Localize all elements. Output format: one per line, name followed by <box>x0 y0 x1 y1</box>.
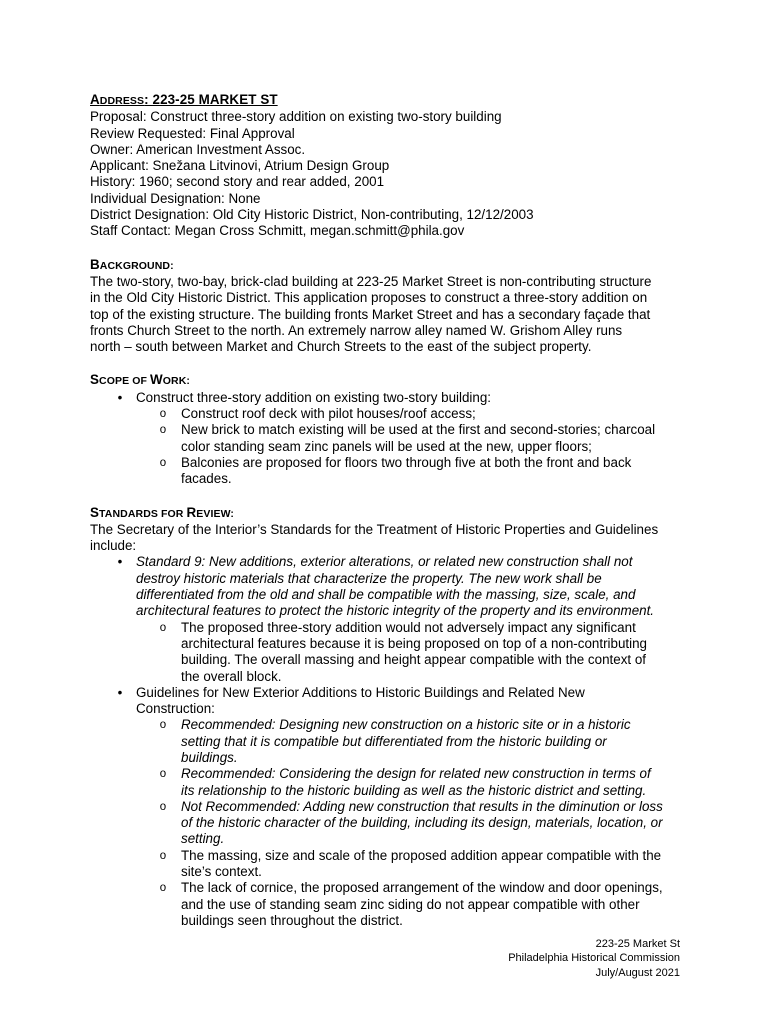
standards-heading: STANDARDS FOR REVIEW: <box>90 504 235 520</box>
proposal-line: Proposal: Construct three-story addition on existing two-story building <box>90 109 502 125</box>
sub-bullet-marker: o <box>159 849 167 862</box>
scope-heading: SCOPE OF WORK: <box>90 372 191 388</box>
sub-bullet-marker: o <box>159 621 167 634</box>
guideline-sub-item: o Not Recommended: Adding new construction that results in the diminution or loss of the historic character of the building, including its design, materials, location, or setting. <box>90 799 690 848</box>
guideline-sub-item: o The lack of cornice, the proposed arrangement of the window and door openings, and the use of standing seam zinc siding do not appear compatible with other buildings seen throughout the district. <box>90 880 690 929</box>
background-paragraph: The two-story, two-bay, brick-clad building at 223-25 Market Street is non-contributing structure in the Old City Historic District. This application proposes to construct a three-story addition on top of the existing structure. The building fronts Market Street and has a secondary façade that fronts Church Street to the north. An extremely narrow alley named W. Grishom Alley runs north – south between Market and Church Streets to the east of the subject property. <box>90 273 652 355</box>
document-body <box>90 92 690 929</box>
address-heading: ADDRESS: 223-25 MARKET ST <box>90 92 278 107</box>
guidelines-bullet: • Guidelines for New Exterior Additions to Historic Buildings and Related New Construction: <box>90 685 690 718</box>
bullet-marker: • <box>117 554 123 570</box>
footer-date: July/August 2021 <box>595 966 680 979</box>
sub-bullet-marker: o <box>159 719 167 732</box>
standards-intro: The Secretary of the Interior’s Standards for the Treatment of Historic Properties and Guidelines include: <box>90 521 659 554</box>
sub-bullet-marker: o <box>159 424 167 437</box>
staff-contact-line: Staff Contact: Megan Cross Schmitt, megan.schmitt@phila.gov <box>90 223 465 239</box>
bullet-marker: • <box>117 389 123 405</box>
background-heading: BACKGROUND: <box>90 256 174 272</box>
scope-sub-item: o New brick to match existing will be used at the first and second-stories; charcoal color standing seam zinc panels will be used at the new, upper floors; <box>90 422 690 455</box>
standard-9-sub-item: o The proposed three-story addition would not adversely impact any significant architectural features because it is being proposed on top of a non-contributing building. The overall massing and height appear compatible with the context of the overall block. <box>90 620 690 685</box>
guideline-sub-item: o The massing, size and scale of the proposed addition appear compatible with the site’s context. <box>90 848 690 881</box>
owner-line: Owner: American Investment Assoc. <box>90 141 306 157</box>
footer-address: 223-25 Market St <box>595 938 680 950</box>
sub-bullet-marker: o <box>159 768 167 781</box>
individual-designation-line: Individual Designation: None <box>90 190 261 206</box>
district-designation-line: District Designation: Old City Historic District, Non-contributing, 12/12/2003 <box>90 207 534 223</box>
standard-9-bullet: • Standard 9: New additions, exterior alterations, or related new construction shall not destroy historic materials that characterize the property. The new work shall be differentiated from the old and shall be compatible with the massing, size, scale, and architectural features to protect the historic integrity of the property and its environment. <box>90 554 690 619</box>
page-footer <box>508 937 680 980</box>
info-block <box>90 109 690 239</box>
scope-sub-item: o Construct roof deck with pilot houses/roof access; <box>90 406 690 422</box>
guideline-sub-item: o Recommended: Considering the design for related new construction in terms of its relationship to the historic building as well as the historic district and setting. <box>90 766 690 799</box>
sub-bullet-marker: o <box>159 408 167 421</box>
guideline-sub-item: o Recommended: Designing new construction on a historic site or in a historic setting that it is compatible but differentiated from the historic building or buildings. <box>90 717 690 766</box>
footer-commission: Philadelphia Historical Commission <box>508 952 680 965</box>
review-requested-line: Review Requested: Final Approval <box>90 125 295 141</box>
sub-bullet-marker: o <box>159 800 167 813</box>
scope-sub-item: o Balconies are proposed for floors two through five at both the front and back facades. <box>90 455 690 488</box>
applicant-line: Applicant: Snežana Litvinovi, Atrium Design Group <box>90 158 390 174</box>
sub-bullet-marker: o <box>159 456 167 469</box>
scope-bullet: • Construct three-story addition on existing two-story building: <box>90 390 690 406</box>
bullet-marker: • <box>117 684 123 700</box>
history-line: History: 1960; second story and rear added, 2001 <box>90 174 385 190</box>
sub-bullet-marker: o <box>159 882 167 895</box>
